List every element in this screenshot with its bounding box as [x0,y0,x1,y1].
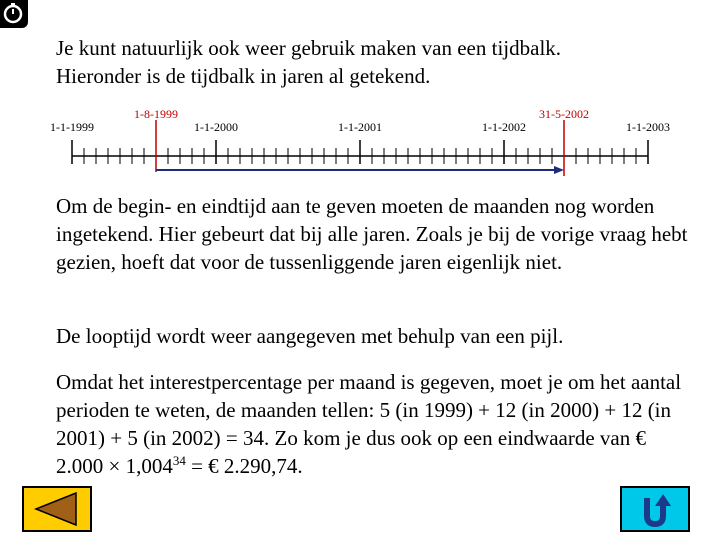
start-date-label: 1-8-1999 [134,107,178,121]
paragraph-arrow: De looptijd wordt weer aangegeven met behulp van een pijl. [56,324,564,348]
left-arrow-icon [24,488,90,530]
calculation-result: = € 2.290,74. [185,454,303,478]
intro-text [56,34,696,90]
year-label: 1-1-2001 [338,120,382,134]
stopwatch-icon [0,0,28,28]
calculation-exponent: 34 [172,453,186,468]
duration-arrowhead [554,166,564,174]
year-label: 1-1-2003 [626,120,670,134]
previous-slide-button[interactable] [22,486,92,532]
year-label: 1-1-2000 [194,120,238,134]
paragraph-month-ticks: Om de begin- en eindtijd aan te geven moeten de maanden nog worden ingetekend. Hier gebeurt dat bij alle jaren. Zoals je bij de vorige vraag hebt gezien, hoeft dat voor de tussenliggende jaren eigenlijk niet. [56,194,688,274]
paragraph-calculation [56,368,696,480]
timeline [0,100,720,200]
return-arrow-icon [622,488,688,530]
intro-line-1: Je kunt natuurlijk ook weer gebruik maken van een tijdbalk. [56,36,562,60]
intro-line-2: Hieronder is de tijdbalk in jaren al getekend. [56,64,431,88]
calculation-text: Omdat het interestpercentage per maand is gegeven, moet je om het aantal perioden te weten, de maanden tellen: 5 (in 1999) + 12 (in 2000) + 12 (in 2001) + 5 (in 2002) = 34. Zo kom je dus ook op een eindwaarde van € 2.000 × 1,004 [56,370,682,478]
year-label: 1-1-1999 [50,120,94,134]
year-label: 1-1-2002 [482,120,526,134]
return-slide-button[interactable] [620,486,690,532]
end-date-label: 31-5-2002 [539,107,589,121]
